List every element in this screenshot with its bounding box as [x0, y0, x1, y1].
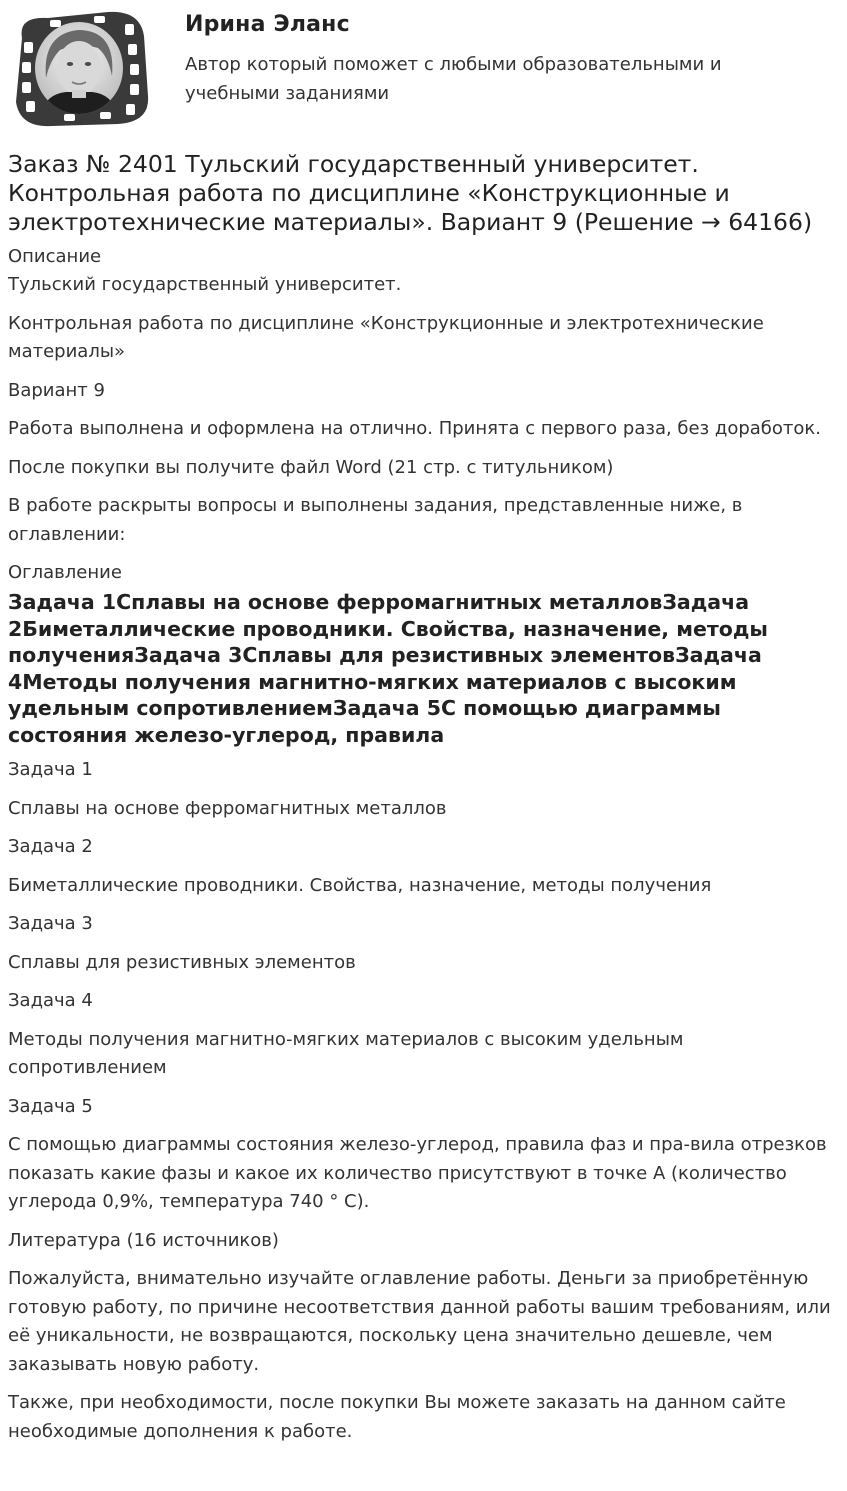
toc-summary: Задача 1Сплавы на основе ферромагнитных металловЗадача 2Биметаллические проводники. Свойства, назначение, методы полученияЗадача 3Сплавы для резистивных элементовЗадача 4Методы получения магнитно-мягких материалов с высоким удельным сопротивлениемЗадача 5С помощью диаграммы состояния железо-углерод, правила	[8, 590, 768, 747]
description-discipline: Контрольная работа по дисциплине «Конструкционные и электротехнические материалы»	[8, 312, 764, 362]
description-file-info: После покупки вы получите файл Word (21 стр. с титульником)	[8, 456, 614, 478]
refund-notice: Пожалуйста, внимательно изучайте оглавление работы. Деньги за приобретённую готовую работу, по причине несоответствия данной работы вашим требованиям, или её уникальности, не возвращаются, поскольку цена значительно дешевле, чем заказывать новую работу.	[8, 1268, 831, 1375]
task-text: С помощью диаграммы состояния железо-углерод, правила фаз и пра-вила отрезков показать какие фазы и какое их количество присутствуют в точке А (количество углерода 0,9%, температура 740 ° С).	[8, 1134, 827, 1212]
author-description: Автор который поможет с любыми образовательными и учебными заданиями	[185, 54, 722, 104]
description-label: Описание	[8, 246, 102, 267]
task-label: Задача 3	[8, 913, 93, 934]
order-title: Заказ № 2401 Тульский государственный университет. Контрольная работа по дисциплине «Конструкционные и электротехнические материалы». Вариант 9 (Решение → 64166)	[8, 150, 813, 236]
author-card	[0, 0, 847, 135]
task-text: Биметаллические проводники. Свойства, назначение, методы получения	[8, 874, 712, 896]
description-contents-intro: В работе раскрыты вопросы и выполнены задания, представленные ниже, в оглавлении:	[8, 495, 743, 545]
task-label: Задача 5	[8, 1095, 93, 1117]
author-avatar[interactable]	[8, 8, 150, 128]
task-label: Задача 1	[8, 759, 93, 780]
film-frame-avatar-icon	[8, 8, 150, 128]
task-text: Сплавы для резистивных элементов	[8, 951, 356, 973]
task-label: Задача 4	[8, 990, 93, 1011]
description-university: Тульский государственный университет.	[8, 274, 402, 295]
order-content	[8, 150, 838, 1446]
task-label: Задача 2	[8, 836, 93, 857]
addons-notice: Также, при необходимости, после покупки Вы можете заказать на данном сайте необходимые дополнения к работе.	[8, 1392, 786, 1442]
literature-count: Литература (16 источников)	[8, 1229, 279, 1251]
task-text: Сплавы на основе ферромагнитных металлов	[8, 797, 447, 819]
description-variant: Вариант 9	[8, 379, 105, 401]
description-quality: Работа выполнена и оформлена на отлично. Принята с первого раза, без доработок.	[8, 418, 822, 439]
task-text: Методы получения магнитно-мягких материалов с высоким удельным сопротивлением	[8, 1028, 684, 1078]
author-name[interactable]: Ирина Эланс	[185, 12, 350, 37]
toc-label: Оглавление	[8, 562, 122, 583]
